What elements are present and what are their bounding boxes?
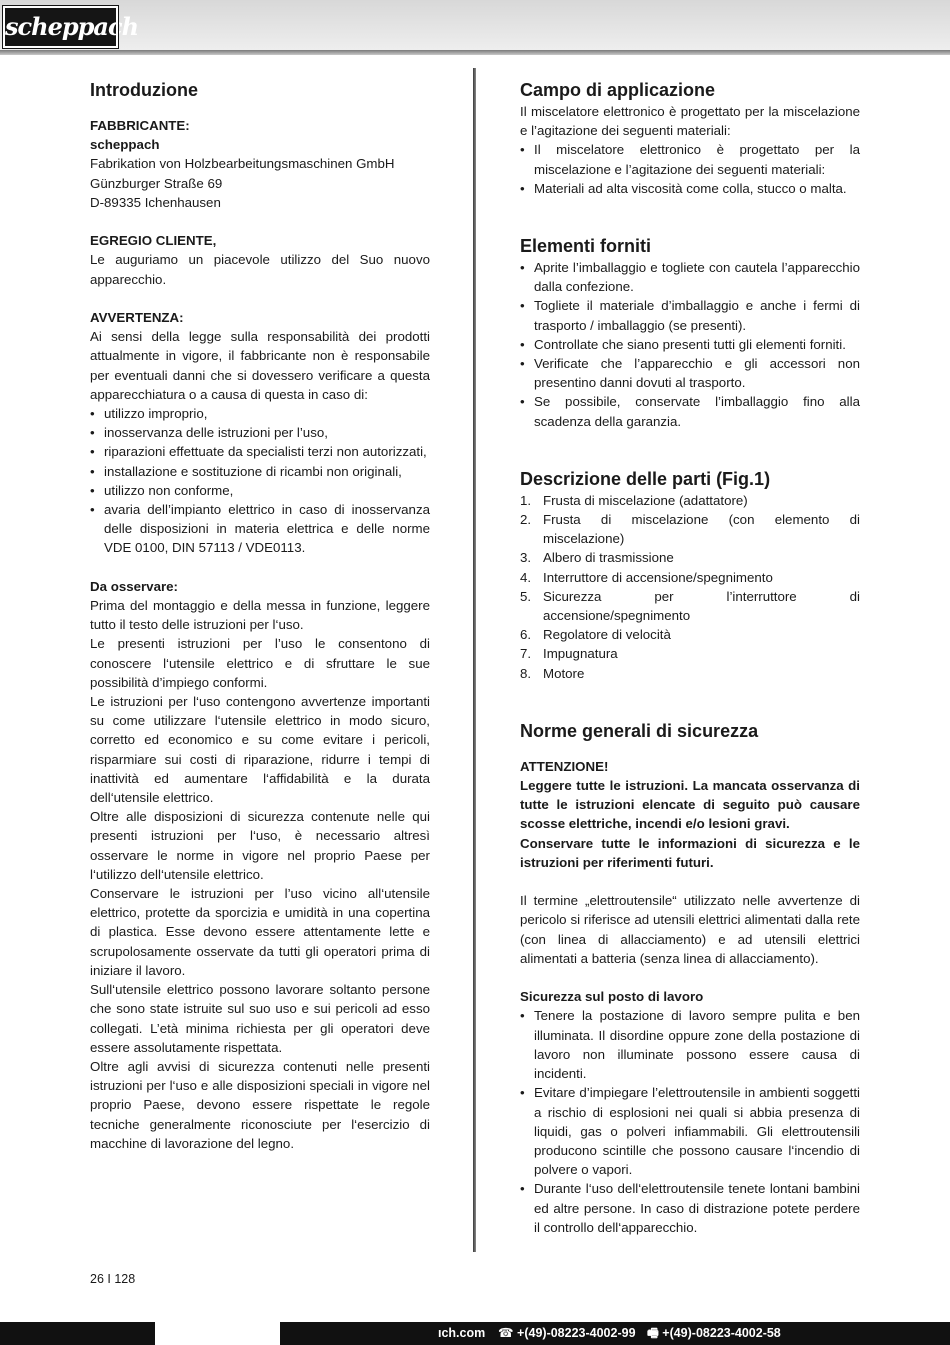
page-number: 26 I 128 — [90, 1272, 136, 1286]
list-item: • Togliete il materiale d’imballaggio e anche i fermi di trasporto / imballaggio (se presenti). — [520, 296, 860, 334]
footer-web: ıch.com — [438, 1326, 486, 1340]
list-item: • Evitare d’impiegare l’elettroutensile in ambienti soggetti a rischio di esplosioni nei quali si abbia presenza di liquidi, gas o polveri infiammabili. Gli elettroutensili producono scintille che possono causare l‘incendio di polvere o vapori. — [520, 1083, 860, 1179]
list-item: • installazione e sostituzione di ricambi non originali, — [90, 462, 430, 481]
footer-fax: 🖷 +(49)-08223-4002-58 — [647, 1326, 781, 1340]
list-item: • Il miscelatore elettronico è progettato per la miscelazione e l’agitazione dei seguenti materiali: — [520, 140, 860, 178]
observe-paragraph: Oltre agli avvisi di sicurezza contenuti nelle presenti istruzioni per l‘uso e alle disposizioni speciali in vigore nel proprio Paese, devono essere rispettate le regole tecniche generalmente riconosciute per l‘esercizio di macchine di lavorazione del legno. — [90, 1058, 430, 1151]
list-item: 1. Frusta di miscelazione (adattatore) — [520, 492, 748, 508]
list-item: 8. Motore — [520, 665, 585, 681]
footer-dark-block — [0, 1322, 155, 1345]
customer-text: Le auguriamo un piacevole utilizzo del Suo nuovo apparecchio. — [90, 252, 430, 287]
right-column — [520, 78, 860, 1237]
parts-list — [520, 491, 860, 683]
list-item: 3. Albero di trasmissione — [520, 550, 674, 566]
warning-text: Ai sensi della legge sulla responsabilità dei prodotti attualmente in vigore, il fabbricante non è responsabile per eventuali danni che si dovessero verificare a questa apparecchiatura o a causa di questa in caso di: — [90, 329, 430, 402]
observe-paragraph: Sull‘utensile elettrico possono lavorare soltanto persone che sono state istruite sul suo uso e sui pericoli ad esso collegati. L’età minima richiesta per gli operatori deve essere assolutamente rispettata. — [90, 982, 430, 1055]
list-item: 6. Regolatore di velocità — [520, 627, 671, 643]
list-item: 5. Sicurezza per l’interruttore di accensione/spegnimento — [520, 588, 860, 624]
parts-title: Descrizione delle parti (Fig.1) — [520, 468, 771, 489]
footer-phone: ☎ +(49)-08223-4002-99 — [498, 1326, 636, 1340]
list-item: • Tenere la postazione di lavoro sempre pulita e ben illuminata. Il disordine oppure zone della postazione di lavoro non illuminate possono essere causa di incidenti. — [520, 1006, 860, 1083]
scope-text: Il miscelatore elettronico è progettato per la miscelazione e l’agitazione dei seguenti materiali: — [520, 104, 860, 139]
list-item: • Controllate che siano presenti tutti gli elementi forniti. — [520, 335, 860, 354]
intro-title: Introduzione — [90, 80, 198, 100]
column-divider — [473, 68, 476, 1252]
list-item: • Verificate che l’apparecchio e gli accessori non presentino danni dovuti al trasporto. — [520, 354, 860, 392]
observe-paragraph: Conservare le istruzioni per l’uso vicino all‘utensile elettrico, protette da sporcizia e umidità in una copertina di plastica. Esse devono essere attentamente lette e scrupolosamente osservate da tutti gli operatori prima di iniziare il lavoro. — [90, 886, 430, 978]
header-bar — [0, 0, 950, 50]
workplace-label: Sicurezza sul posto di lavoro — [520, 989, 704, 1005]
list-item: 2. Frusta di miscelazione (con elemento di miscelazione) — [520, 512, 860, 547]
customer-label: EGREGIO CLIENTE, — [90, 233, 217, 249]
observe-paragraph: Oltre alle disposizioni di sicurezza contenute nelle qui presenti istruzioni per l‘uso, è necessario altresì osservare le norme in vigore nel proprio Paese per l‘utilizzo dell‘utensile elettrico. — [90, 809, 430, 882]
list-item: 4. Interruttore di accensione/spegnimento — [520, 569, 773, 585]
list-item: • Materiali ad alta viscosità come colla, stucco o malta. — [520, 179, 860, 198]
supplied-title: Elementi forniti — [520, 236, 652, 257]
list-item: • Aprite l’imballaggio e togliete con cautela l’apparecchio dalla confezione. — [520, 258, 860, 296]
address-line: D-89335 Ichenhausen — [90, 194, 221, 210]
address-line: Günzburger Straße 69 — [90, 175, 223, 191]
attention-label: ATTENZIONE! — [520, 758, 609, 774]
list-item: • riparazioni effettuate da specialisti terzi non autorizzati, — [90, 442, 430, 461]
manufacturer-label: FABBRICANTE: — [90, 118, 190, 133]
address-line: Fabrikation von Holzbearbeitungsmaschinen GmbH — [90, 156, 395, 172]
term-text: Il termine „elettroutensile“ utilizzato nelle avvertenze di pericolo si riferisce ad utensili elettrici alimentati dalla rete (con linea di allacciamento) e ad utensili elettrici alimentati a batteria (senza linea di allacciamento). — [520, 893, 860, 966]
scheppach-logo: scheppach — [3, 6, 118, 48]
list-item: • Se possibile, conservate l’imballaggio fino alla scadenza della garanzia. — [520, 392, 860, 430]
attention-text: Leggere tutte le istruzioni. La mancata osservanza di tutte le istruzioni elencate di seguito può causare scosse elettriche, incendi e/o lesioni gravi. — [520, 778, 860, 832]
observe-paragraph: Prima del montaggio e della messa in funzione, leggere tutto il testo delle istruzioni per l‘uso. — [90, 598, 430, 633]
list-item: 7. Impugnatura — [520, 646, 618, 662]
list-item: • inosservanza delle istruzioni per l’uso, — [90, 423, 430, 442]
safety-title: Norme generali di sicurezza — [520, 720, 759, 741]
header-rule — [0, 50, 950, 55]
workplace-list — [520, 1006, 860, 1236]
scope-list — [520, 140, 860, 198]
attention-keep: Conservare tutte le informazioni di sicurezza e le istruzioni per riferimenti futuri. — [520, 835, 860, 870]
observe-paragraph: Le presenti istruzioni per l’uso le consentono di conoscere l‘utensile elettrico e di sfruttare le sue possibilità d’impiego conformi. — [90, 636, 430, 690]
scope-title: Campo di applicazione — [520, 80, 716, 100]
list-item: • utilizzo non conforme, — [90, 481, 430, 500]
observe-label: Da osservare: — [90, 578, 178, 594]
observe-paragraph: Le istruzioni per l‘uso contengono avvertenze importanti su come utilizzare l‘utensile elettrico in modo sicuro, corretto ed economico e su come evitare i pericoli, risparmiare sui costi di riparazione, ridurre i tempi di inattività ed aumentare l‘affidabilità e la durata dell‘utensile elettrico. — [90, 694, 430, 806]
list-item: • avaria dell’impianto elettrico in caso di inosservanza delle disposizioni in materia elettrica e delle norme VDE 0100, DIN 57113 / VDE0113. — [90, 500, 430, 558]
manufacturer-name: scheppach — [90, 137, 160, 153]
footer-contact-bar — [280, 1322, 950, 1345]
warning-list — [90, 404, 430, 558]
list-item: • Durante l‘uso dell‘elettroutensile tenete lontani bambini ed altre persone. In caso di distrazione potete perdere il controllo dell‘apparecchio. — [520, 1179, 860, 1237]
list-item: • utilizzo improprio, — [90, 404, 430, 423]
warning-label: AVVERTENZA: — [90, 310, 184, 325]
supplied-list — [520, 258, 860, 431]
left-column — [90, 78, 430, 1153]
